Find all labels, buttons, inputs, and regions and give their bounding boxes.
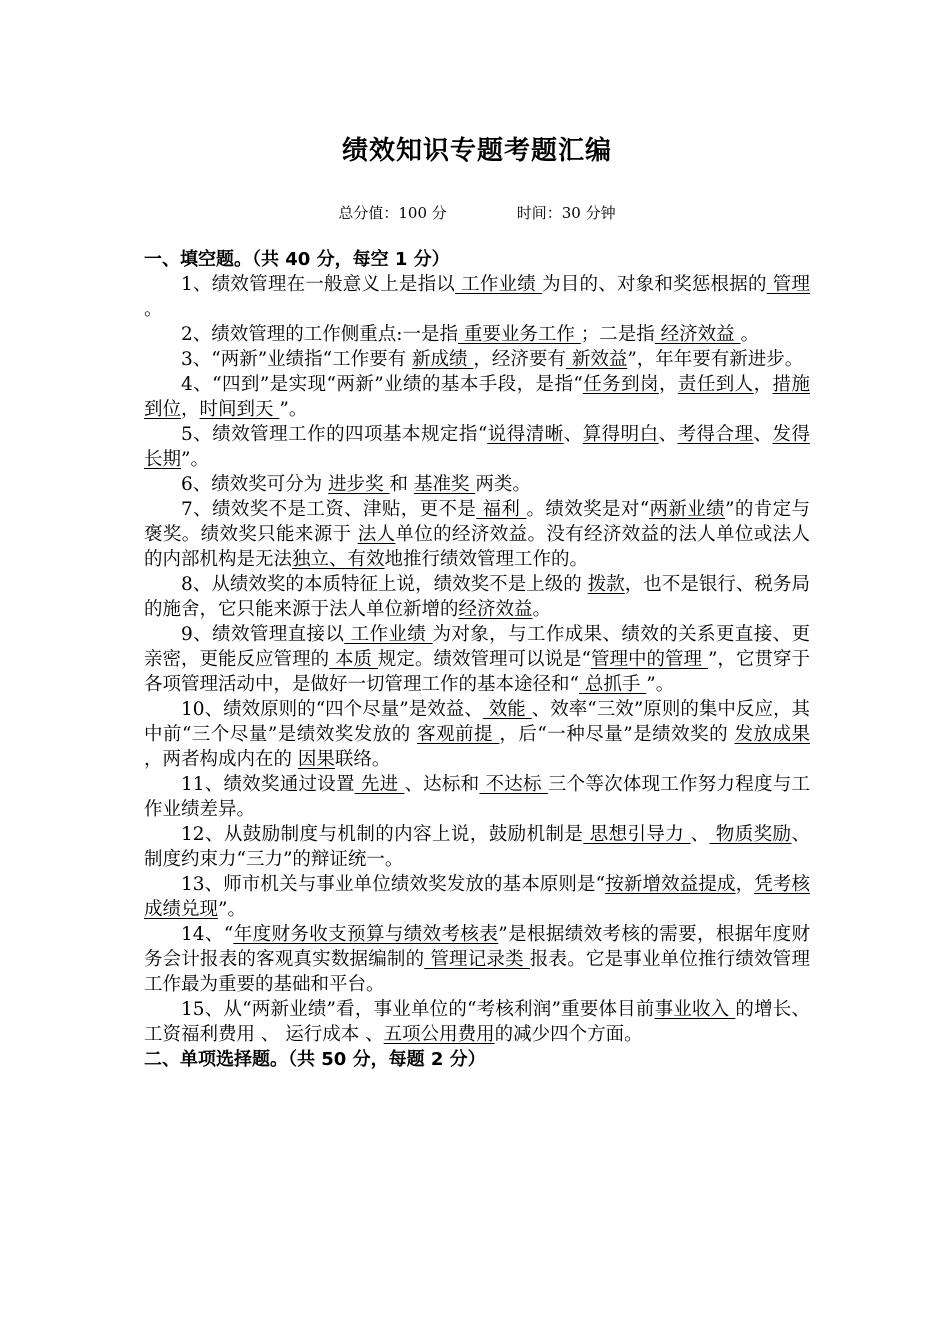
question-text: 7、绩效奖不是工资、津贴，更不是 bbox=[181, 499, 477, 520]
answer-blank: 说得清晰 bbox=[487, 424, 564, 445]
question-text: ， bbox=[735, 874, 755, 895]
answer-blank: 考得合理 bbox=[677, 424, 754, 445]
answer-blank: 五项公用费用 bbox=[383, 1024, 495, 1045]
question-list bbox=[144, 272, 810, 1047]
answer-blank: 发放成果 bbox=[734, 724, 810, 745]
answer-blank: 经济效益 bbox=[654, 324, 741, 345]
answer-blank: 工作业绩 bbox=[344, 624, 433, 645]
question-13 bbox=[144, 872, 810, 922]
answer-blank: 发得长期 bbox=[144, 424, 810, 470]
question-text: 、效率“三效”原则的集中反应，其中前“三个尽量”是绩效奖发放的 bbox=[144, 699, 810, 745]
question-text: 两类。 bbox=[475, 474, 531, 495]
question-text: 、 bbox=[658, 424, 678, 445]
answer-blank: 本质 bbox=[329, 649, 378, 670]
question-text: 报表。它是事业单位推行绩效管理工作最为重要的基础和平台。 bbox=[144, 949, 810, 995]
answer-blank: 法人 bbox=[357, 524, 396, 545]
question-text: ；二是指 bbox=[580, 324, 655, 345]
question-text: 15、从“两新业绩”看，事业单位的“考核利润”重要体目前 bbox=[181, 999, 655, 1020]
question-text: ”。 bbox=[218, 899, 246, 920]
answer-blank: 新成绩 bbox=[412, 349, 474, 370]
answer-blank: 总抓手 bbox=[578, 674, 647, 695]
total-score: 总分值：100 分 bbox=[338, 204, 447, 222]
question-text: 6、绩效奖可分为 bbox=[181, 474, 329, 495]
answer-blank: 按新增效益提成 bbox=[605, 874, 736, 895]
question-text: 。 bbox=[740, 324, 760, 345]
question-text: 、制度约束力“三力”的辩证统一。 bbox=[144, 824, 810, 870]
answer-blank: 责任到人 bbox=[677, 374, 754, 395]
question-text: ”。 bbox=[646, 674, 675, 695]
answer-blank: 效能 bbox=[482, 699, 532, 720]
question-text: ， bbox=[753, 374, 773, 395]
question-text: 。绩效奖是对“ bbox=[526, 499, 650, 520]
question-text: 4、“四到”是实现“两新”业绩的基本手段，是指“ bbox=[181, 374, 583, 395]
question-text: ”，它贯穿于各项管理活动中，是做好一切管理工作的基本途径和“ bbox=[144, 649, 810, 695]
question-text: 2、绩效管理的工作侧重点:一是指 bbox=[181, 324, 459, 345]
question-text: 、 bbox=[563, 424, 583, 445]
question-text: 的减少四个方面。 bbox=[494, 1024, 643, 1045]
question-5 bbox=[144, 422, 810, 472]
answer-blank: 算得明白 bbox=[582, 424, 659, 445]
answer-blank: 独立、有效 bbox=[292, 549, 385, 570]
question-text: 、 bbox=[753, 424, 773, 445]
answer-blank: 任务到岗 bbox=[582, 374, 659, 395]
answer-blank: 客观前提 bbox=[417, 724, 500, 745]
answer-blank: 经济效益 bbox=[458, 599, 533, 620]
answer-blank: 措施到位 bbox=[144, 374, 810, 420]
question-1 bbox=[144, 272, 810, 322]
question-text: 、 bbox=[690, 824, 710, 845]
question-8 bbox=[144, 572, 810, 622]
document-title: 绩效知识专题考题汇编 bbox=[341, 136, 612, 166]
section-single-choice: 二、单项选择题。（共 50 分，每题 2 分） bbox=[144, 1049, 486, 1070]
question-text: 、达标和 bbox=[404, 774, 480, 795]
answer-blank: 因果 bbox=[297, 749, 335, 770]
question-2 bbox=[144, 322, 810, 347]
question-text: ，经济要有 bbox=[473, 349, 566, 370]
question-text: ，两者构成内在的 bbox=[144, 749, 298, 770]
question-text: 8、从绩效奖的本质特征上说，绩效奖不是上级的 bbox=[181, 574, 588, 595]
question-text: ”的肯定与褒奖。绩效奖只能来源于 bbox=[144, 499, 810, 545]
question-9 bbox=[144, 622, 810, 697]
question-text: ， bbox=[181, 399, 200, 420]
question-text: 1、绩效管理在一般意义上是指以 bbox=[181, 274, 456, 295]
question-text: 规定。绩效管理可以说是“ bbox=[377, 649, 591, 670]
answer-blank: 管理中的管理 bbox=[591, 649, 708, 670]
answer-blank: 进步奖 bbox=[328, 474, 390, 495]
question-11 bbox=[144, 772, 810, 822]
question-text: 联络。 bbox=[334, 749, 391, 770]
answer-blank: 物质奖励 bbox=[709, 824, 792, 845]
question-text: ”，年年要有新进步。 bbox=[627, 349, 804, 370]
answer-blank: 思想引导力 bbox=[583, 824, 691, 845]
answer-blank: 基准奖 bbox=[413, 474, 476, 495]
question-text: ”。 bbox=[181, 449, 209, 470]
answer-blank: 管理记录类 bbox=[424, 949, 530, 970]
answer-blank: 凭考核成绩兑现 bbox=[144, 874, 810, 920]
question-12 bbox=[144, 822, 810, 872]
question-text: 。 bbox=[144, 299, 163, 320]
question-text: ，后“一种尽量”是绩效奖的 bbox=[499, 724, 735, 745]
question-6 bbox=[144, 472, 810, 497]
answer-blank: 时间到天 bbox=[199, 399, 280, 420]
answer-blank: 新效益 bbox=[565, 349, 628, 370]
question-text: 14、“ bbox=[181, 924, 234, 945]
question-text: 5、绩效管理工作的四项基本规定指“ bbox=[181, 424, 488, 445]
question-text: 三个等次体现工作努力程度与工作业绩差异。 bbox=[144, 774, 810, 820]
answer-blank: 年度财务收支预算与绩效考核表 bbox=[233, 924, 499, 945]
question-text: ”。 bbox=[279, 399, 308, 420]
question-text: ， bbox=[658, 374, 678, 395]
question-7 bbox=[144, 497, 810, 572]
question-text: 10、绩效原则的“四个尽量”是效益、 bbox=[181, 699, 483, 720]
question-text: 9、绩效管理直接以 bbox=[181, 624, 345, 645]
answer-blank: 管理 bbox=[766, 274, 810, 295]
answer-blank: 不达标 bbox=[479, 774, 548, 795]
question-text: 11、绩效奖通过设置 bbox=[181, 774, 355, 795]
question-text: 为目的、对象和奖惩根据的 bbox=[542, 274, 767, 295]
question-15 bbox=[144, 997, 810, 1047]
question-text: 的增长、 工资福利费用 、 运行成本 、 bbox=[144, 999, 810, 1045]
exam-meta bbox=[144, 202, 810, 223]
answer-blank: 工作业绩 bbox=[455, 274, 543, 295]
question-text: ”是根据绩效考核的需要，根据年度财务会计报表的客观真实数据编制的 bbox=[144, 924, 810, 970]
question-text: 12、从鼓励制度与机制的内容上说，鼓励机制是 bbox=[181, 824, 584, 845]
exam-time: 时间：30 分钟 bbox=[516, 204, 616, 222]
question-4 bbox=[144, 372, 810, 422]
answer-blank: 先进 bbox=[354, 774, 405, 795]
question-text: 3、“两新”业绩指“工作要有 bbox=[181, 349, 413, 370]
question-3 bbox=[144, 347, 810, 372]
answer-blank: 福利 bbox=[476, 499, 527, 520]
answer-blank: 拨款 bbox=[587, 574, 625, 595]
exam-content bbox=[144, 247, 810, 1072]
question-text: 地推行绩效管理工作的。 bbox=[384, 549, 589, 570]
question-10 bbox=[144, 697, 810, 772]
section-fill-in-blank: 一、填空题。（共 40 分，每空 1 分） bbox=[144, 249, 450, 270]
answer-blank: 两新业绩 bbox=[649, 499, 726, 520]
answer-blank: 重要业务工作 bbox=[458, 324, 581, 345]
question-text: ，也不是银行、税务局的施舍，它只能来源于法人单位新增的 bbox=[144, 574, 810, 620]
question-text: 。 bbox=[532, 599, 552, 620]
answer-blank: 事业收入 bbox=[654, 999, 736, 1020]
question-14 bbox=[144, 922, 810, 997]
question-text: 13、师市机关与事业单位绩效奖发放的基本原则是“ bbox=[181, 874, 606, 895]
question-text: 和 bbox=[389, 474, 414, 495]
question-text: 单位的经济效益。没有经济效益的法人单位或法人的内部机构是无法 bbox=[144, 524, 810, 570]
question-text: 为对象，与工作成果、绩效的关系更直接、更亲密，更能反应管理的 bbox=[144, 624, 810, 670]
